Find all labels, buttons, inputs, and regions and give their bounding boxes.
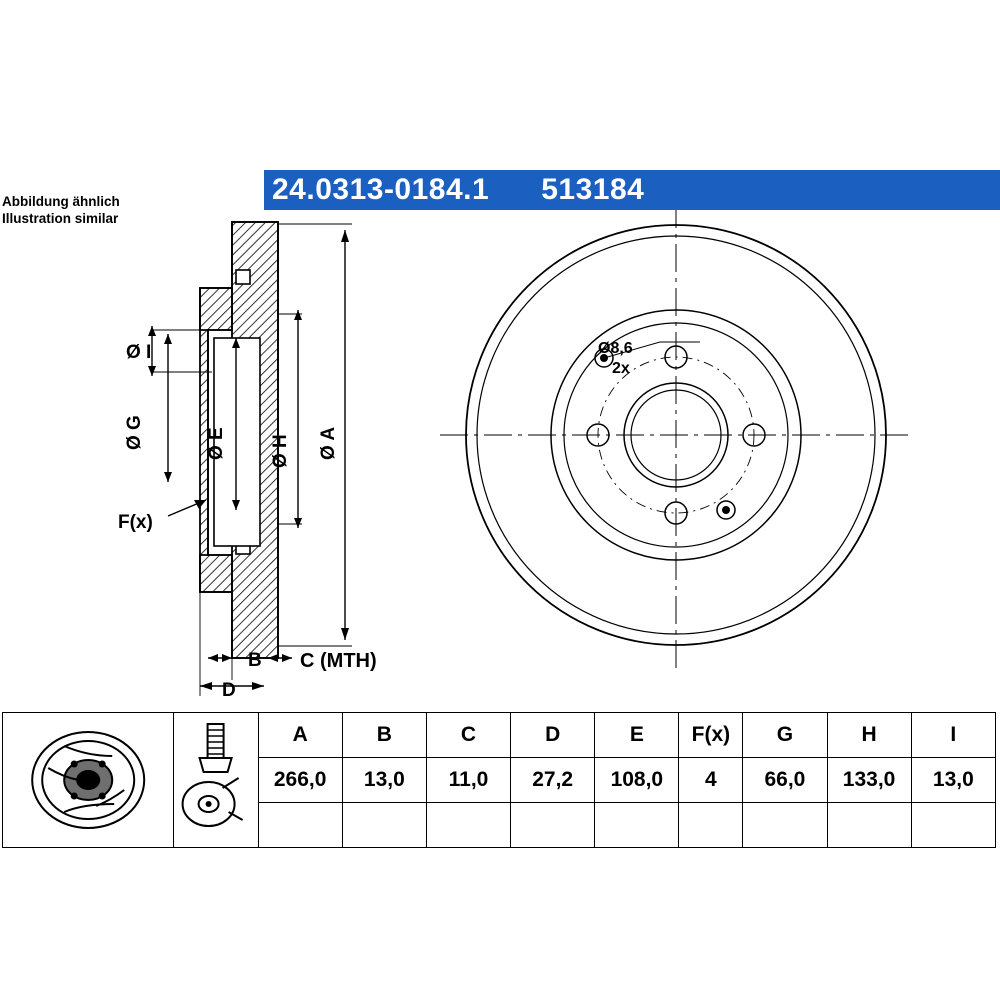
label-b: B — [248, 650, 262, 671]
label-fx: F(x) — [118, 512, 153, 533]
label-dia-e: Ø E — [206, 427, 227, 460]
label-dia-a: Ø A — [318, 426, 339, 460]
technical-drawing — [0, 210, 1000, 710]
table-header-fx: F(x) — [679, 713, 743, 758]
brake-disc-icon — [3, 716, 173, 844]
dimension-c-mth — [268, 650, 377, 672]
table-header-b: B — [342, 713, 426, 758]
table-value-fx: 4 — [679, 758, 743, 803]
table-spacer-i — [911, 803, 995, 848]
label-dia-i: Ø I — [126, 342, 152, 363]
locating-boss-top — [236, 270, 250, 284]
table-value-c: 11,0 — [426, 758, 510, 803]
table-spacer-e — [595, 803, 679, 848]
table-spacer-c — [426, 803, 510, 848]
table-value-i: 13,0 — [911, 758, 995, 803]
header-bar — [264, 170, 1000, 210]
table-value-e: 108,0 — [595, 758, 679, 803]
table-header-d: D — [511, 713, 595, 758]
table-spacer-d — [511, 803, 595, 848]
table-header-row — [3, 713, 996, 758]
disc-icon-cell — [3, 713, 174, 848]
label-dia-h: Ø H — [270, 434, 291, 468]
table-header-e: E — [595, 713, 679, 758]
front-view — [440, 210, 912, 670]
table-header-g: G — [743, 713, 827, 758]
part-number: 24.0313-0184.1 — [272, 173, 490, 206]
label-d: D — [222, 680, 236, 701]
label-hole-count: 2x — [612, 360, 630, 377]
table-spacer-fx — [679, 803, 743, 848]
table-header-h: H — [827, 713, 911, 758]
table-spacer-h — [827, 803, 911, 848]
reference-number: 513184 — [541, 173, 645, 206]
table-value-g: 66,0 — [743, 758, 827, 803]
table-value-h: 133,0 — [827, 758, 911, 803]
label-hole-dia: Ø8,6 — [598, 340, 633, 357]
drawing-canvas — [0, 210, 1000, 710]
dimension-fx — [118, 500, 206, 533]
table-value-d: 27,2 — [511, 758, 595, 803]
illustration-note-en: Illustration similar — [2, 211, 119, 226]
label-dia-g: Ø G — [124, 415, 145, 450]
table-value-b: 13,0 — [342, 758, 426, 803]
mounting-bolt-icon — [174, 716, 257, 844]
table-spacer-b — [342, 803, 426, 848]
bolt-icon-cell — [174, 713, 258, 848]
label-c-mth: C (MTH) — [300, 650, 377, 672]
table-header-i: I — [911, 713, 995, 758]
table-spacer-g — [743, 803, 827, 848]
table-value-a: 266,0 — [258, 758, 342, 803]
table-header-c: C — [426, 713, 510, 758]
cross-section-view — [118, 222, 377, 701]
table-header-a: A — [258, 713, 342, 758]
table-spacer-a — [258, 803, 342, 848]
illustration-note-de: Abbildung ähnlich — [2, 194, 120, 209]
specification-table — [2, 712, 996, 848]
